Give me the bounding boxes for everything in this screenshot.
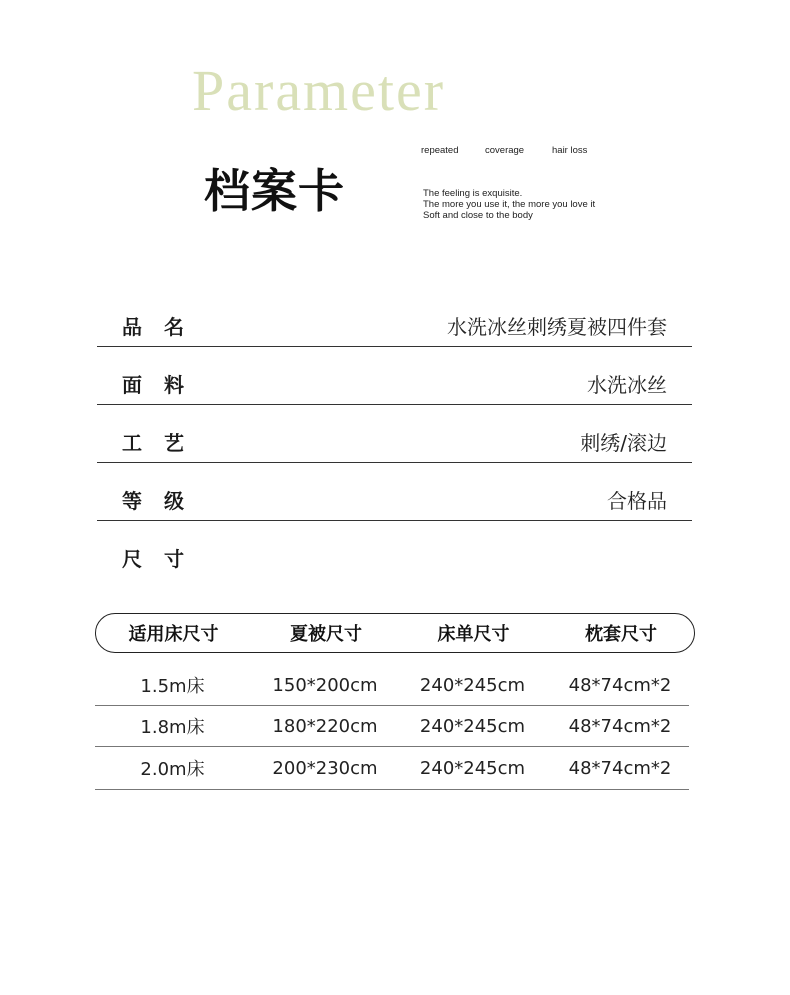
column-header: 枕套尺寸	[585, 624, 657, 645]
table-cell: 1.8m床	[140, 717, 205, 738]
slogan-line: The more you use it, the more you love it	[423, 199, 596, 210]
table-cell: 48*74cm*2	[568, 757, 672, 779]
spec-label: 尺寸	[122, 546, 206, 571]
spec-label: 品名	[122, 314, 206, 339]
table-cell: 48*74cm*2	[568, 674, 672, 696]
spec-value: 合格品	[607, 488, 667, 513]
tag-hair-loss: hair loss	[552, 145, 588, 156]
table-cell: 2.0m床	[140, 759, 205, 780]
size-table	[95, 613, 695, 790]
tag-list	[421, 145, 587, 156]
spec-value: 刺绣/滚边	[580, 430, 667, 455]
slogan-line: Soft and close to the body	[423, 210, 533, 221]
tag-coverage: coverage	[485, 145, 525, 156]
table-cell: 1.5m床	[140, 676, 205, 697]
table-cell: 150*200cm	[272, 674, 378, 696]
spec-label: 工艺	[122, 430, 206, 455]
column-header: 床单尺寸	[437, 624, 510, 645]
tag-repeated: repeated	[421, 145, 459, 156]
column-header: 适用床尺寸	[128, 624, 219, 645]
spec-list	[97, 304, 692, 578]
spec-row-name	[97, 304, 692, 347]
column-header: 夏被尺寸	[290, 624, 362, 645]
table-cell: 48*74cm*2	[568, 715, 672, 737]
table-cell: 240*245cm	[419, 715, 526, 737]
table-row	[95, 747, 689, 790]
spec-row-fabric	[97, 362, 692, 405]
table-cell: 240*245cm	[419, 674, 526, 696]
table-cell: 180*220cm	[272, 715, 378, 737]
spec-label: 面料	[122, 372, 206, 397]
spec-row-grade	[97, 478, 692, 521]
spec-label: 等级	[122, 488, 206, 513]
table-cell: 200*230cm	[272, 757, 378, 779]
parameter-watermark: Parameter	[192, 58, 446, 123]
page-title: 档案卡	[204, 164, 345, 218]
size-table-header	[95, 613, 695, 653]
spec-value: 水洗冰丝刺绣夏被四件套	[447, 314, 667, 339]
table-row	[95, 665, 689, 706]
slogan-line: The feeling is exquisite.	[423, 188, 523, 199]
slogan-block	[423, 188, 595, 221]
table-cell: 240*245cm	[419, 757, 526, 779]
table-row	[95, 706, 689, 747]
spec-row-size	[97, 536, 692, 578]
spec-row-craft	[97, 420, 692, 463]
spec-value: 水洗冰丝	[587, 372, 667, 397]
size-table-body	[102, 665, 689, 790]
